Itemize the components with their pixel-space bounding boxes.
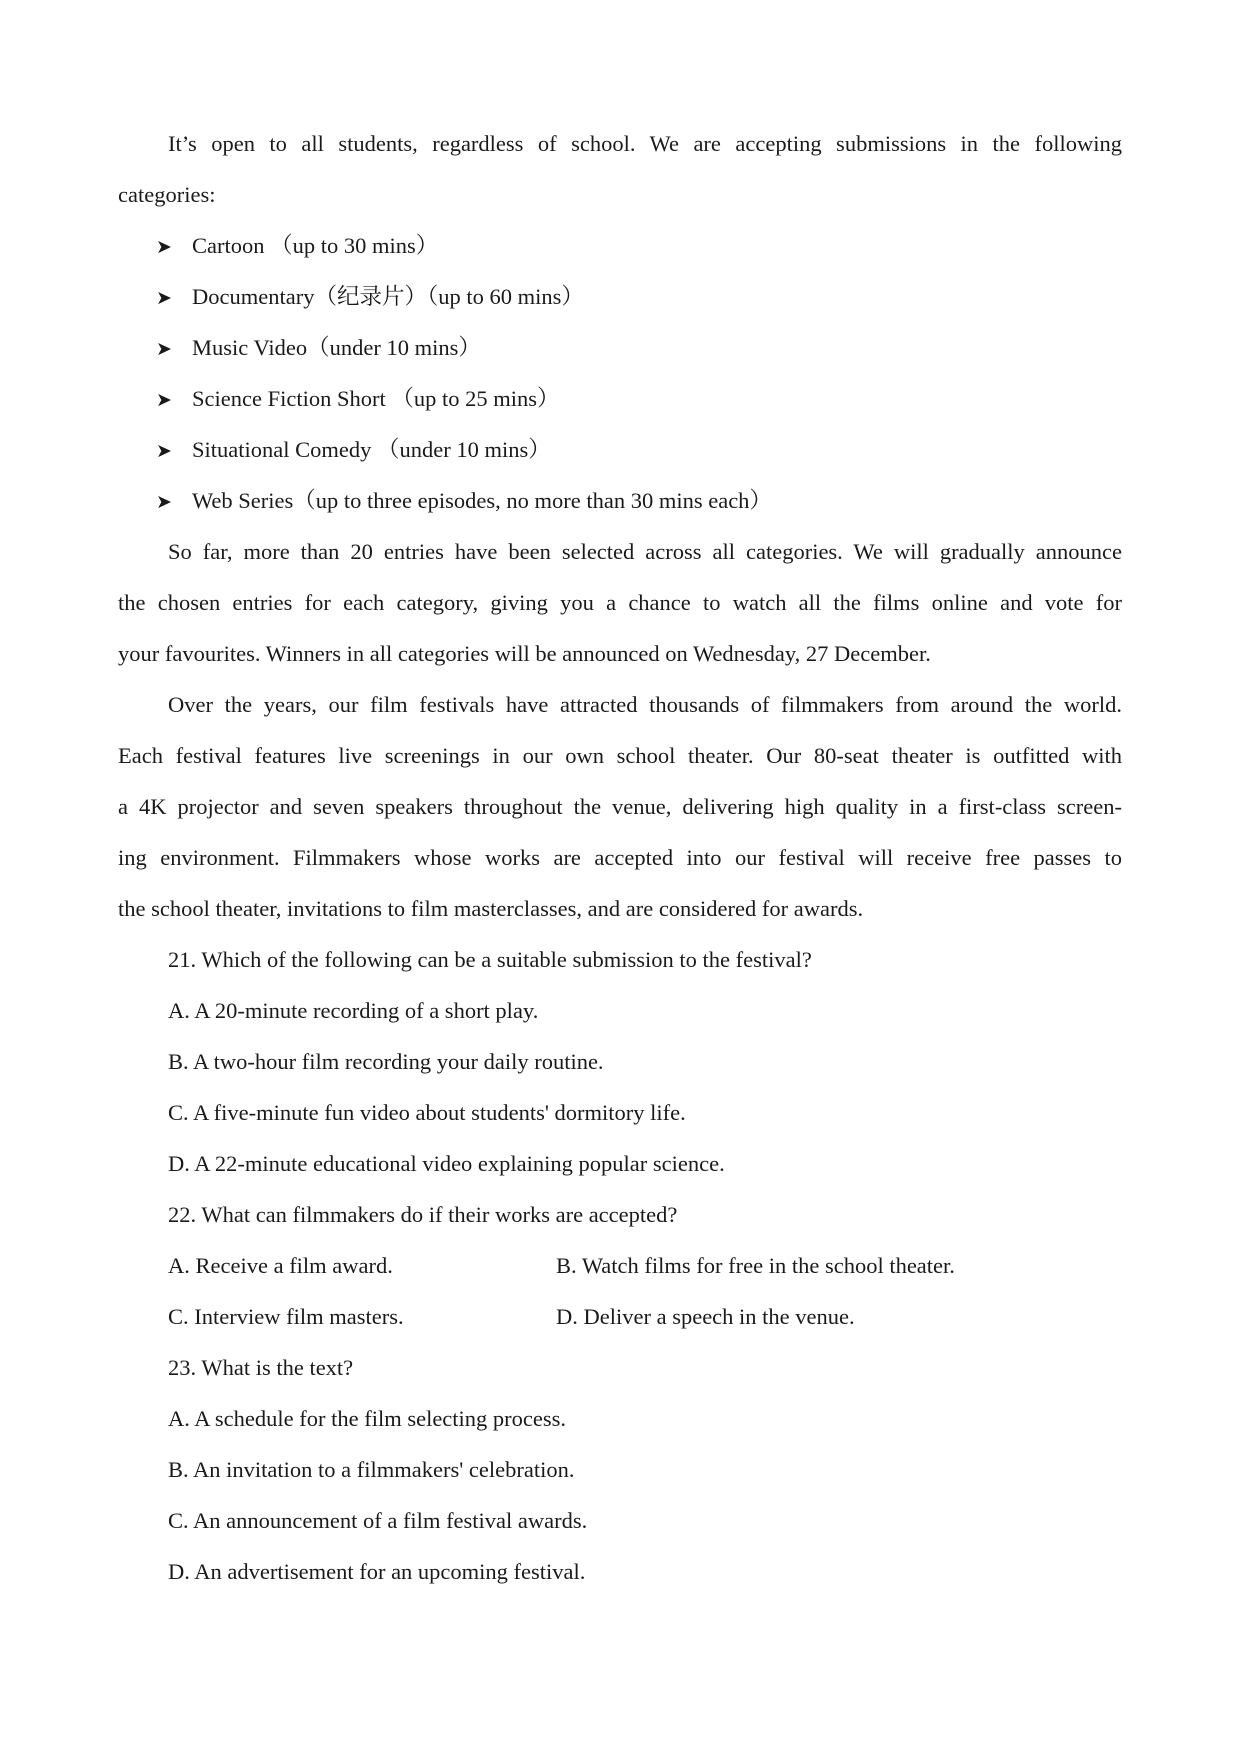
question-21-option-c: C. A five-minute fun video about students' dormitory life. — [168, 1100, 686, 1125]
list-item — [156, 373, 1122, 424]
list-item — [156, 475, 1122, 526]
paragraph-3-line-5: the school theater, invitations to film masterclasses, and are considered for awards. — [118, 896, 864, 921]
list-item — [156, 424, 1122, 475]
question-23-option-a: A. A schedule for the film selecting process. — [168, 1406, 567, 1431]
question-22-option-a: A. Receive a film award. — [168, 1253, 393, 1278]
question-22-option-d: D. Deliver a speech in the venue. — [556, 1304, 855, 1329]
passage-intro-line-2: categories: — [118, 182, 216, 207]
question-22-option-c: C. Interview film masters. — [168, 1304, 404, 1329]
category-label: Music Video（under 10 mins） — [192, 335, 481, 360]
question-21-option-d: D. A 22-minute educational video explaining popular science. — [168, 1151, 725, 1176]
category-label: Cartoon （up to 30 mins） — [192, 233, 439, 258]
question-21-option-a: A. A 20-minute recording of a short play. — [168, 998, 539, 1023]
paragraph-2-line-3: your favourites. Winners in all categories will be announced on Wednesday, 27 December. — [118, 641, 931, 666]
question-23-option-b: B. An invitation to a filmmakers' celebration. — [168, 1457, 575, 1482]
question-21-stem: 21. Which of the following can be a suitable submission to the festival? — [168, 947, 812, 972]
category-label: Documentary（纪录片）（up to 60 mins） — [192, 284, 584, 309]
list-item — [156, 220, 1122, 271]
question-23-option-d: D. An advertisement for an upcoming festival. — [168, 1559, 586, 1584]
arrow-bullet-icon: ➤ — [156, 287, 172, 309]
question-22-stem: 22. What can filmmakers do if their works are accepted? — [168, 1202, 678, 1227]
category-label: Web Series（up to three episodes, no more than 30 mins each） — [192, 488, 772, 513]
question-23-option-c: C. An announcement of a film festival awards. — [168, 1508, 588, 1533]
arrow-bullet-icon: ➤ — [156, 440, 172, 462]
passage-intro-line-1: It’s open to all students, regardless of school. We are accepting submissions in the following — [168, 131, 1122, 156]
question-22-option-b: B. Watch films for free in the school theater. — [556, 1253, 955, 1278]
paragraph-3-line-3: a 4K projector and seven speakers throughout the venue, delivering high quality in a first-class screen- — [118, 794, 1122, 819]
paragraph-3-line-4: ing environment. Filmmakers whose works are accepted into our festival will receive free passes to — [118, 845, 1122, 870]
paragraph-2-line-1: So far, more than 20 entries have been selected across all categories. We will gradually announce — [168, 539, 1122, 564]
paragraph-3-line-1: Over the years, our film festivals have attracted thousands of filmmakers from around the world. — [168, 692, 1122, 717]
list-item — [156, 271, 1122, 322]
arrow-bullet-icon: ➤ — [156, 491, 172, 513]
arrow-bullet-icon: ➤ — [156, 389, 172, 411]
list-item — [156, 322, 1122, 373]
category-label: Situational Comedy （under 10 mins） — [192, 437, 551, 462]
paragraph-2-line-2: the chosen entries for each category, giving you a chance to watch all the films online and vote for — [118, 590, 1122, 615]
arrow-bullet-icon: ➤ — [156, 338, 172, 360]
question-21-option-b: B. A two-hour film recording your daily routine. — [168, 1049, 604, 1074]
arrow-bullet-icon: ➤ — [156, 236, 172, 258]
question-23-stem: 23. What is the text? — [168, 1355, 354, 1380]
paragraph-3-line-2: Each festival features live screenings in our own school theater. Our 80-seat theater is outfitted with — [118, 743, 1122, 768]
category-label: Science Fiction Short （up to 25 mins） — [192, 386, 560, 411]
